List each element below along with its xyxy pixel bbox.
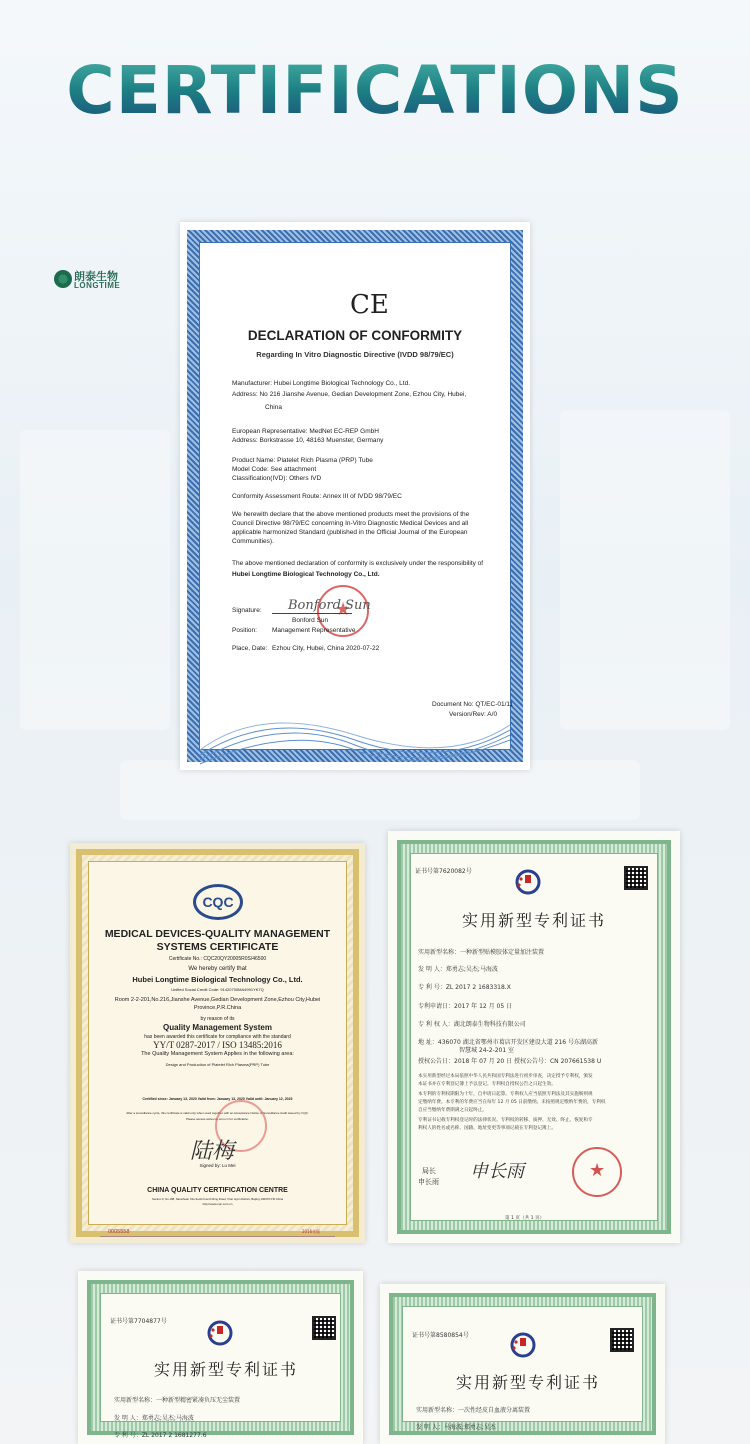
cqc-standard: YY/T 0287-2017 / ISO 13485:2016 — [153, 1040, 282, 1050]
cqc-credit-code: Unified Social Credit Code: 91420700MA4991YK7Q — [171, 987, 264, 992]
declaration-para1-line2: Council Directive 98/79/EC concerning In-Vitro Diagnostic Medical Devices and all — [232, 520, 469, 527]
patent1-body-2: 本证书并在专利登记簿上予以登记。专利权自授权公告之日起生效。 — [418, 1082, 556, 1087]
patent3-cert-number: 证书号第8580854号 — [412, 1332, 469, 1339]
patent1-director-label: 局长 — [422, 1167, 436, 1175]
declaration-para2-line1: The above mentioned declaration of conformity is exclusively under the responsibility of — [232, 560, 484, 567]
cqc-certify-text: We hereby certify that — [188, 966, 247, 972]
patent1-title: 实用新型专利证书 — [462, 911, 607, 930]
cqc-address-line1: Room 2-2-201,No.216,Jianshe Avenue,Gedian Development Zone,Ezhou City,Hubei — [114, 997, 321, 1003]
declaration-para1-line4: Communities). — [232, 538, 274, 545]
manufacturer: Manufacturer: Hubei Longtime Biological Technology Co., Ltd. — [232, 380, 411, 387]
cqc-title-line1: MEDICAL DEVICES-QUALITY MANAGEMENT — [104, 928, 331, 940]
cqc-company: Hubei Longtime Biological Technology Co., Ltd. — [132, 975, 303, 984]
declaration-title: DECLARATION OF CONFORMITY — [247, 328, 463, 343]
signature-line — [272, 613, 352, 614]
patent2-title: 实用新型专利证书 — [154, 1360, 299, 1379]
cqc-system-name: Quality Management System — [163, 1023, 272, 1032]
signature-name: Bonford Sun — [292, 617, 329, 624]
cqc-bottom-rule — [100, 1236, 335, 1237]
cqc-centre-address: Section 9, No.188, Nansihuan Xilu,South Fourth Ring Road, Xi'an Hyun District, Beijing 100070 P.R.China — [151, 1197, 284, 1201]
declaration-para1-line3: applicable harmonized Standard (published in the Official Journal of the European — [232, 529, 468, 536]
patent1-page-number: 第 1 页（共 1 页） — [505, 1216, 545, 1221]
document-number: Document No: QT/EC-01/11 — [432, 701, 514, 708]
patent2-cert-number: 证书号第7704877号 — [110, 1318, 167, 1325]
patent1-holder: 专 利 权 人：湖北朗泰生物科技有限公司 — [418, 1021, 526, 1028]
patent1-director-signature: 申长雨 — [470, 1161, 524, 1182]
position-value: Management Representative — [272, 627, 356, 634]
background-panel-left — [20, 430, 170, 730]
patent3-name: 实用新型名称：一次性经皮自血液分离装置 — [416, 1407, 531, 1414]
cqc-scope: Design and Production of Platelet Rich Plasma(PRP) Tube — [165, 1062, 270, 1067]
certificate-body — [402, 1306, 643, 1422]
ce-mark: CE — [350, 290, 389, 320]
patent-office-emblem-icon — [513, 867, 543, 897]
product-name: Product Name: Platelet Rich Plasma (PRP) Tube — [232, 457, 373, 464]
cqc-signature: 陆梅 — [190, 1139, 235, 1164]
signature-script: Bonford Sun — [288, 598, 371, 613]
patent2-inventor: 发 明 人：郑勇志;吴杰;马海波 — [114, 1415, 194, 1422]
conformity-route: Conformity Assessment Route: Annex III of IVDD 98/79/EC — [232, 493, 402, 500]
patent1-address-line2: 智慧城 24-2-201 室 — [459, 1047, 515, 1054]
place-date-value: Ezhou City, Hubei, China 2020-07-22 — [272, 645, 380, 652]
brand-name-en: LONGTIME — [74, 281, 121, 290]
model-code: Model Code: See attachment — [232, 466, 317, 473]
cqc-signed-by: Signed by: Lu Mei — [199, 1163, 236, 1168]
patent-office-emblem-icon — [205, 1318, 235, 1348]
declaration-subtitle: Regarding In Vitro Diagnostic Directive (IVDD 98/79/EC) — [256, 350, 454, 359]
patent1-qr-code — [624, 866, 648, 890]
address-line-2: China — [265, 404, 282, 411]
utility-patent-certificate-3 — [380, 1284, 665, 1444]
cqc-applies-text: The Quality Management System Applies in the following area: — [141, 1051, 294, 1057]
eu-address: Address: Borkstrasse 10, 48163 Muenster, Germany — [232, 437, 384, 444]
version-rev: Version/Rev: A/0 — [449, 711, 498, 718]
patent1-grant: 授权公告日：2018 年 07 月 20 日 授权公告号：CN 207661538 U — [418, 1058, 602, 1065]
patent1-body-6: 专利证书记载专利权登记时的法律状况。专利权的转移、质押、无效、终止、恢复和专 — [418, 1118, 593, 1123]
patent3-inventor: 发 明 人：马海波;郑勇志;吴杰 — [416, 1424, 496, 1431]
cqc-edition: 2016年版 — [302, 1229, 321, 1234]
cqc-centre-name: CHINA QUALITY CERTIFICATION CENTRE — [147, 1187, 288, 1194]
place-date-label: Place, Date: — [232, 645, 268, 652]
eu-representative: European Representative: MedNet EC-REP GmbH — [232, 428, 379, 435]
declaration-para1-line1: We herewith declare that the above mentioned products meet the provisions of the — [232, 511, 470, 518]
background-panel-right — [560, 410, 730, 730]
patent1-director-name: 申长雨 — [418, 1178, 439, 1186]
cqc-title-line2: SYSTEMS CERTIFICATE — [156, 941, 279, 953]
patent1-cert-number: 证书号第7620082号 — [415, 868, 472, 875]
patent2-patent-number: 专 利 号：ZL 2017 2 1681277.6 — [114, 1432, 207, 1439]
patent3-qr-code — [610, 1328, 634, 1352]
patent1-body-7: 利权人的姓名或名称、国籍、地址变更等事项记载在专利登记簿上。 — [418, 1126, 556, 1131]
patent1-name: 实用新型名称：一种新型贴模胶体定量加注装置 — [418, 949, 545, 956]
cqc-awarded-text: has been awarded this certificate for compliance with the standard — [144, 1034, 291, 1040]
patent2-name: 实用新型名称：一种新型精密紧凑负压无尘装置 — [114, 1397, 241, 1404]
patent1-body-5: 自应当缴纳年费期满之日起终止。 — [418, 1108, 487, 1113]
position-label: Position: — [232, 627, 257, 634]
patent1-patent-number: 专 利 号：ZL 2017 2 1683318.X — [418, 984, 511, 991]
patent3-title: 实用新型专利证书 — [456, 1373, 601, 1392]
brand-name-cn: 朗泰生物 — [74, 270, 118, 283]
patent1-address: 地 址：436070 湖北省鄂州市葛店开发区建设大道 216 号东湖高新 — [418, 1039, 598, 1046]
cqc-certificate-number: Certificate No.: CQC20QY20005R0S/46500 — [168, 956, 267, 962]
cqc-serial-number: 0005558 — [108, 1229, 130, 1235]
declaration-para2-line2: Hubei Longtime Biological Technology Co., Ltd. — [232, 571, 380, 578]
longtime-logo-icon — [54, 270, 72, 288]
patent1-application-date: 专利申请日：2017 年 12 月 05 日 — [418, 1003, 513, 1010]
cqc-by-reason: by reason of its — [200, 1016, 235, 1022]
patent1-body-3: 本专利的专利权期限为十年，自申请日起算。专利权人应当依照专利法及其实施细则规 — [418, 1092, 593, 1097]
classification: Classification(IVD): Others IVD — [232, 475, 322, 482]
patent1-body-1: 本实用新型经过本局依照中华人民共和国专利法进行初步审查，决定授予专利权，颁发 — [418, 1074, 593, 1079]
cqc-validity-dates: Certified since: January 13, 2020 Valid from: January 13, 2020 Valid until: January 12, 2023 — [142, 1097, 293, 1101]
address-line-1: Address: No 216 Jianshe Avenue, Gedian Development Zone, Ezhou City, Hubei, — [232, 391, 467, 398]
patent1-office-seal — [572, 1147, 622, 1197]
patent-office-emblem-icon — [508, 1330, 538, 1360]
page-title: CERTIFICATIONS — [0, 52, 750, 129]
patent2-qr-code — [312, 1316, 336, 1340]
signature-label: Signature: — [232, 607, 262, 614]
patent1-body-4: 定缴纳年费。本专利的年费应当在每年 12 月 05 日前缴纳。未按照规定缴纳年费的，专利权 — [418, 1100, 606, 1105]
cqc-website: http://www.cqc.com.cn — [202, 1202, 233, 1206]
cqc-note-2: Please access www.cqc.com.cn for verification. — [186, 1117, 249, 1121]
cqc-address-line2: Province,P.R.China — [193, 1005, 242, 1011]
cqc-note-1: After a surveillance cycle, this certificate is valid only when used together with an Acceptance Notice of Surveillance Audit issued by CQC. — [126, 1111, 309, 1115]
patent1-inventor: 发 明 人：郑勇志;吴杰;马海波 — [418, 966, 498, 973]
cqc-logo: CQC — [193, 884, 243, 920]
